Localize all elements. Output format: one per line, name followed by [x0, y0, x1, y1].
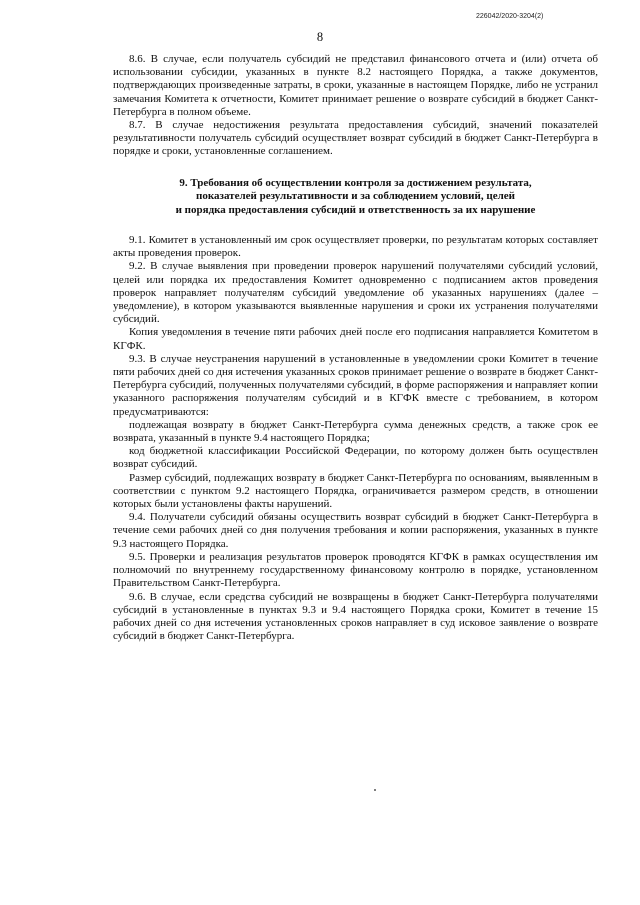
- paragraph-notice-copy: Копия уведомления в течение пяти рабочих дней после его подписания направляется Комитетом в КГФК.: [113, 326, 598, 352]
- paragraph-9-1: 9.1. Комитет в установленный им срок осуществляет проверки, по результатам которых составляет акты проведения проверок.: [113, 234, 598, 260]
- paragraph-9-5: 9.5. Проверки и реализация результатов проверок проводятся КГФК в рамках осуществления им полномочий по внутреннему государственному финансовому контролю в порядке, установленном Правительством Санкт-Петербурга.: [113, 550, 598, 590]
- paragraph-8-7: 8.7. В случае недостижения результата предоставления субсидий, значений показателей результативности получатель субсидий осуществляет возврат субсидий в бюджет Санкт-Петербурга в порядке и сроки, установленные соглашением.: [113, 119, 598, 158]
- paragraph-return-amount: подлежащая возврату в бюджет Санкт-Петербурга сумма денежных средств, а также срок ее возврата, указанный в пункте 9.4 настоящего Порядка;: [113, 418, 598, 445]
- paragraph-9-4: 9.4. Получатели субсидий обязаны осуществить возврат субсидий в бюджет Санкт-Петербурга в течение семи рабочих дней со дня получения требования и копии распоряжения, указанных в пункте 9.3 настоящего Порядка.: [113, 511, 598, 550]
- section-9-heading: [113, 177, 598, 218]
- document-body: [113, 53, 598, 643]
- heading-line: показателей результативности и за соблюдением условий, целей: [196, 190, 515, 203]
- heading-line: и порядка предоставления субсидий и ответственность за их нарушение: [175, 204, 536, 217]
- heading-line: 9. Требования об осуществлении контроля за достижением результата,: [179, 176, 532, 189]
- paragraph-9-2: 9.2. В случае выявления при проведении проверок нарушений получателями субсидий условий, целей или порядка их предоставления Комитет одновременно с подписанием актов проведения проверок направляет получателям субсидий уведомление об указанных нарушениях (далее – уведомление), в котором указываются выявленные нарушения и сроки их устранения получателями субсидий.: [113, 260, 598, 326]
- page-number: 8: [316, 30, 324, 44]
- scan-speck: [374, 789, 376, 791]
- paragraph-9-3: 9.3. В случае неустранения нарушений в установленные в уведомлении сроки Комитет в течение пяти рабочих дней со дня истечения указанных сроков принимает решение о возврате в бюджет Санкт-Петербурга субсидий, полученных получателями субсидий, в форме распоряжения и направляет копии указанного распоряжения получателям субсидий и в КГФК вместе с требованием, в котором предусматриваются:: [113, 352, 598, 418]
- document-number: 226042/2020-3204(2): [476, 13, 544, 20]
- paragraph-budget-code: код бюджетной классификации Российской Федерации, по которому должен быть осуществлен возврат субсидий.: [113, 445, 598, 471]
- paragraph-8-6: 8.6. В случае, если получатель субсидий не представил финансового отчета и (или) отчета об использовании субсидии, указанных в пункте 8.2 настоящего Порядка, а также документов, подтверждающих произведенные затраты, в сроки, указанные в настоящем Порядке, либо не устранил замечания Комитета к отчетности, Комитет принимает решение о возврате субсидий в бюджет Санкт-Петербурга в полном объеме.: [113, 53, 598, 118]
- paragraph-return-size: Размер субсидий, подлежащих возврату в бюджет Санкт-Петербурга по основаниям, выявленным в соответствии с пунктом 9.2 настоящего Порядка, ограничивается размером средств, в отношении которых были установлены факты нарушений.: [113, 471, 598, 511]
- paragraph-9-6: 9.6. В случае, если средства субсидий не возвращены в бюджет Санкт-Петербурга получателями субсидий в установленные в пунктах 9.3 и 9.4 настоящего Порядка сроки, Комитет в течение 15 рабочих дней со дня истечения установленных сроков направляет в суд исковое заявление о возврате субсидий в бюджет Санкт-Петербурга.: [113, 590, 598, 643]
